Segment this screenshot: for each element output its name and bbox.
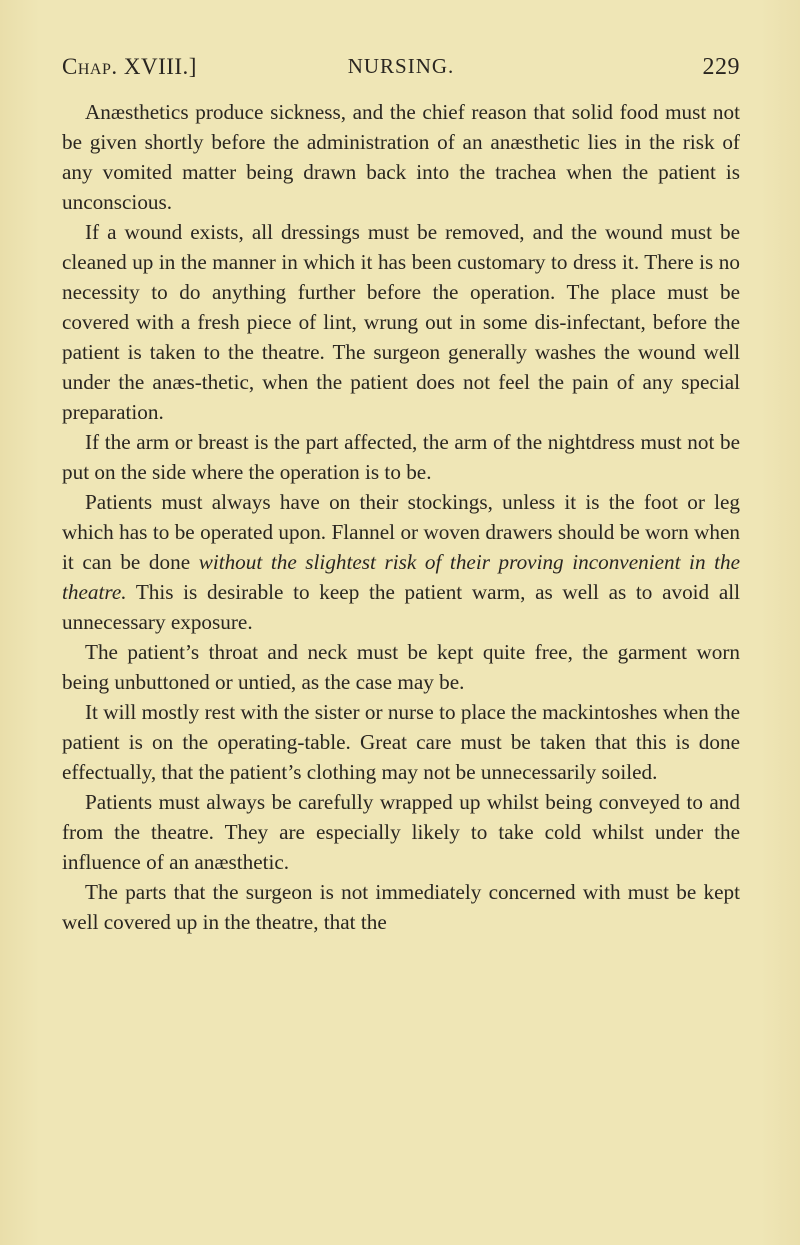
running-header bbox=[62, 54, 740, 90]
paragraph-anaesthetics: Anæsthetics produce sickness, and the chief reason that solid food must not be given shortly before the administration of an anæsthetic lies in the risk of any vomited matter being drawn back into the trachea when the patient is unconscious. bbox=[62, 100, 740, 214]
paragraph-wrapped: Patients must always be carefully wrapped up whilst being conveyed to and from the theatre. They are especially likely to take cold whilst under the influence of an anæsthetic. bbox=[62, 790, 740, 874]
chapter-label: Chap. XVIII.] bbox=[62, 54, 197, 79]
paragraph-wound: If a wound exists, all dressings must be removed, and the wound must be cleaned up in the manner in which it has been customary to dress it. There is no necessity to do anything further before the operation. The place must be covered with a fresh piece of lint, wrung out in some dis-infectant, before the patient is taken to the theatre. The surgeon generally washes the wound well under the anæs-thetic, when the patient does not feel the pain of any special preparation. bbox=[62, 220, 740, 424]
paragraph-throat-neck: The patient’s throat and neck must be kept quite free, the garment worn being unbuttoned or untied, as the case may be. bbox=[62, 640, 740, 694]
body-text bbox=[62, 97, 740, 937]
stockings-italic-text: without the slightest risk of their proving inconvenient in the theatre. bbox=[62, 550, 740, 604]
paragraph-mackintoshes: It will mostly rest with the sister or nurse to place the mackintoshes when the patient is on the operating-table. Great care must be taken that this is done effectually, that the patient’s clothing may not be unnecessarily soiled. bbox=[62, 700, 740, 784]
paragraph-arm-breast: If the arm or breast is the part affected, the arm of the nightdress must not be put on the side where the operation is to be. bbox=[62, 430, 740, 484]
stockings-text-before: Patients must always have on their stockings, unless it is the foot or leg which has to be operated upon. Flannel or woven drawers should be worn when it can be done bbox=[62, 490, 740, 574]
page-number: 229 bbox=[702, 54, 740, 80]
paragraph-stockings bbox=[62, 487, 740, 637]
page-title: NURSING. bbox=[347, 54, 455, 78]
paragraph-covered: The parts that the surgeon is not immediately concerned with must be kept well covered up in the theatre, that the bbox=[62, 880, 740, 934]
stockings-text-after: This is desirable to keep the patient warm, as well as to avoid all unnecessary exposure. bbox=[62, 580, 740, 634]
